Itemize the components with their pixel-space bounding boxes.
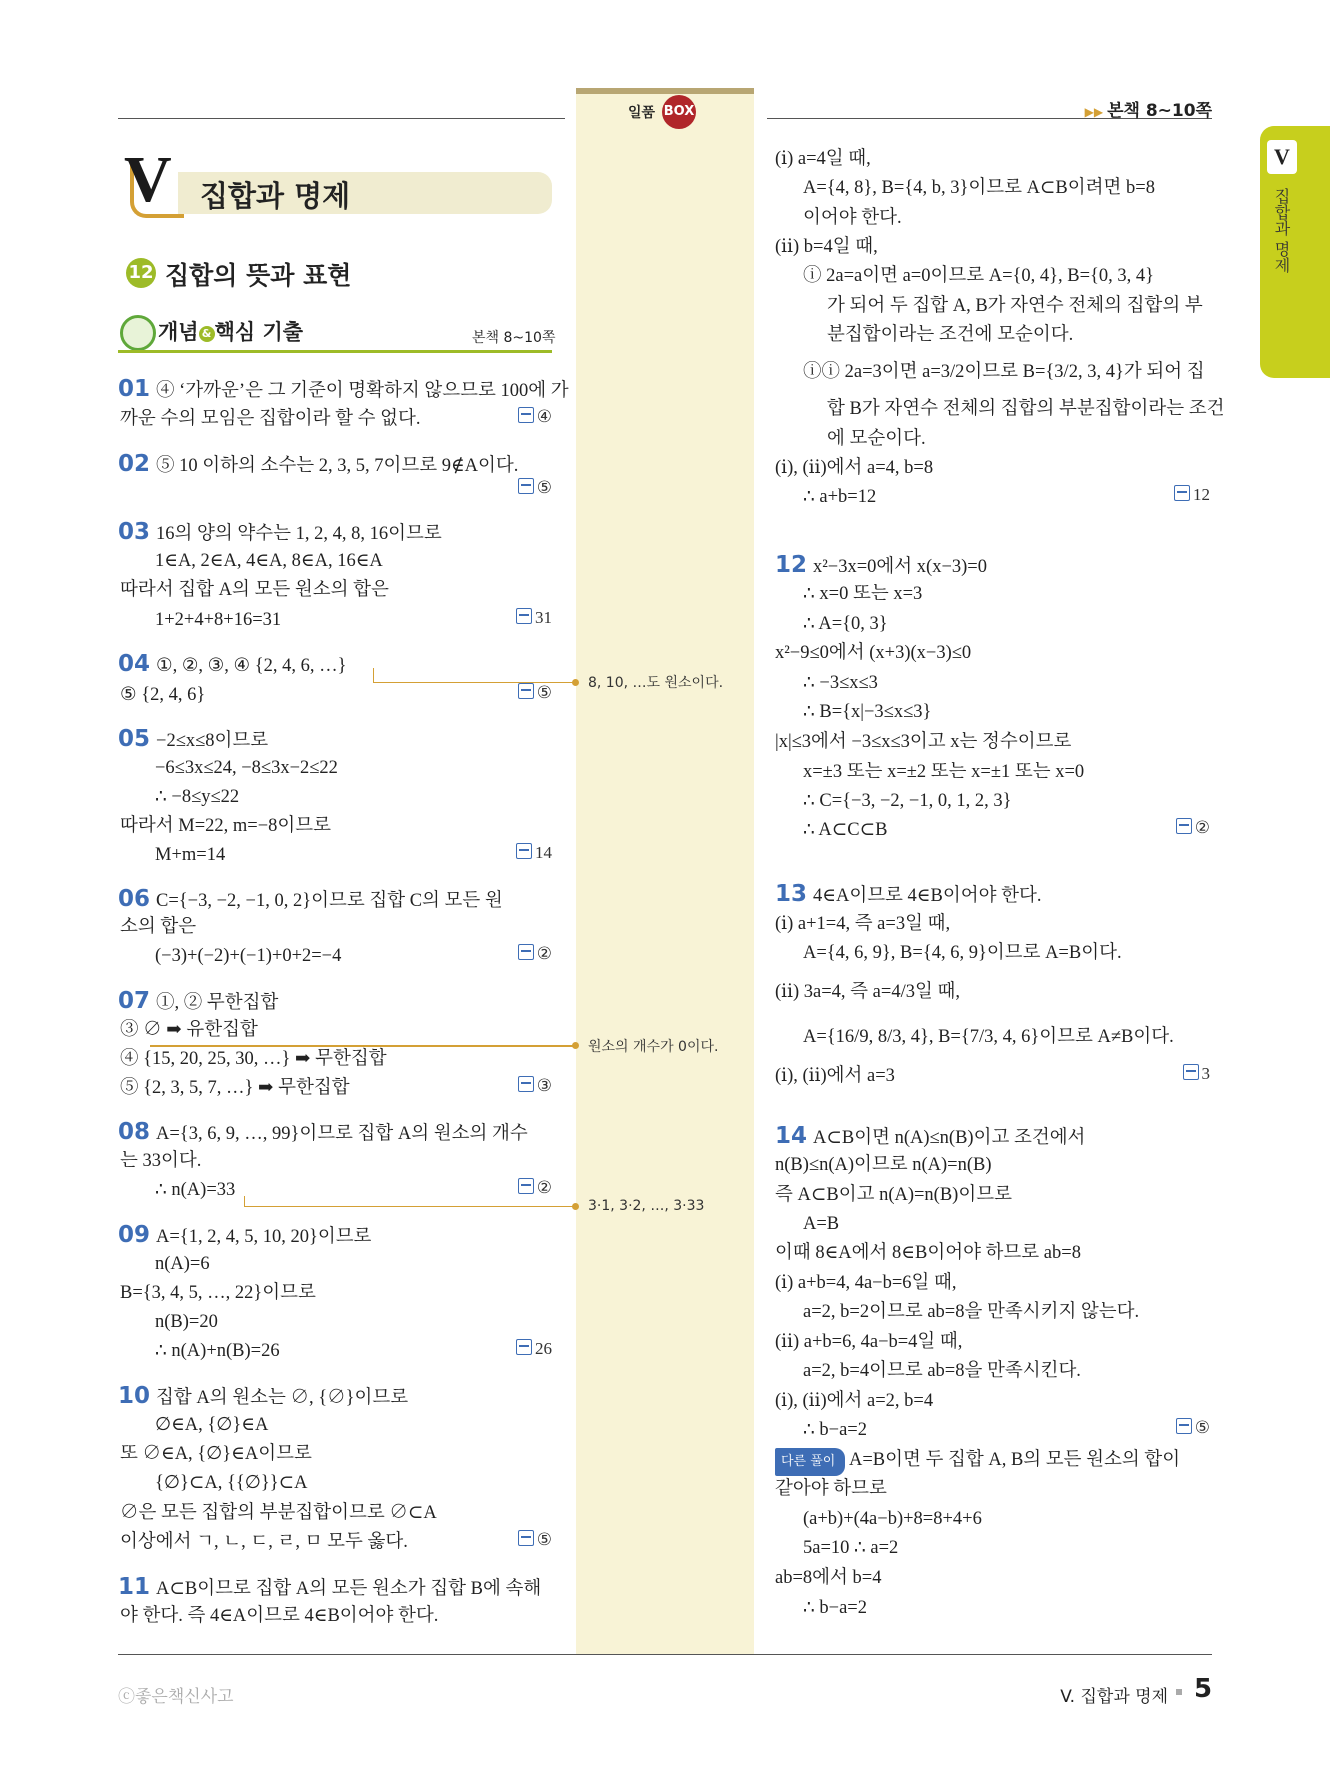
right-line — [803, 1596, 867, 1620]
footer-separator — [1176, 1689, 1182, 1695]
line-text: ∴ B={x|−3≤x≤3} — [803, 702, 932, 722]
answer-value: ⑤ — [1194, 1418, 1210, 1437]
right-line — [775, 1183, 1012, 1207]
header-center-label: 일품 — [628, 105, 656, 121]
problem-number: 12 — [775, 552, 808, 578]
right-line — [803, 1418, 867, 1442]
center-band-cap — [576, 88, 754, 94]
answer-icon — [518, 944, 534, 960]
answer-mark — [516, 1339, 552, 1359]
line-text: (ⅱ) 3a=4, 즉 a=4/3일 때, — [775, 982, 960, 1002]
right-line — [803, 671, 878, 695]
answer-icon — [518, 1178, 534, 1194]
answer-mark — [516, 608, 552, 628]
line-text: (ⅰ), (ⅱ)에서 a=4, b=8 — [775, 458, 934, 478]
answer-icon — [516, 608, 532, 624]
answer-mark — [516, 843, 552, 863]
answer-value: ② — [536, 1178, 552, 1197]
problem-number: 10 — [118, 1383, 151, 1409]
line-text: (ⅱ) a+b=6, 4a−b=4일 때, — [775, 1332, 963, 1352]
line-text: A={3, 6, 9, …, 99}이므로 집합 A의 원소의 개수 — [156, 1124, 528, 1144]
left-line — [118, 887, 503, 913]
left-line — [120, 1442, 312, 1466]
line-text: ∴ −8≤y≤22 — [155, 787, 240, 807]
right-line — [775, 1271, 957, 1295]
left-line — [120, 814, 331, 838]
line-text: ∴ x=0 또는 x=3 — [803, 584, 923, 604]
line-text: 이상에서 ㄱ, ㄴ, ㄷ, ㄹ, ㅁ 모두 옳다. — [120, 1532, 408, 1552]
answer-mark — [518, 1178, 552, 1198]
answer-value: ⑤ — [536, 478, 552, 497]
right-line — [803, 1212, 839, 1236]
right-line — [775, 235, 878, 259]
right-line — [803, 176, 1155, 200]
right-line — [803, 789, 1011, 813]
left-line — [155, 785, 239, 809]
header-rule-left — [118, 118, 565, 119]
left-line — [120, 1076, 350, 1100]
line-text: 5a=10 ∴ a=2 — [803, 1538, 899, 1558]
problem-number: 01 — [118, 376, 151, 402]
right-line — [803, 612, 888, 636]
ampersand-icon: & — [199, 326, 215, 342]
right-line — [803, 1025, 1174, 1049]
line-text: A=B이면 두 집합 A, B의 모든 원소의 합이 — [848, 1450, 1181, 1470]
line-text: ∴ A={0, 3} — [803, 614, 888, 634]
line-text: x²−9≤0에서 (x+3)(x−3)≤0 — [775, 643, 972, 663]
header-page-ref: ▶▶ 본책 8~10쪽 — [1084, 101, 1212, 121]
line-text: |x|≤3에서 −3≤x≤3이고 x는 정수이므로 — [775, 732, 1072, 752]
left-line — [155, 756, 338, 780]
answer-icon — [518, 1530, 534, 1546]
line-text: ∴ b−a=2 — [803, 1420, 867, 1440]
concept-underline — [118, 350, 552, 353]
concept-heading: 개념 & 핵심 기출 — [158, 320, 304, 344]
left-line — [118, 1120, 528, 1146]
right-line — [827, 397, 1225, 421]
line-text: 이어야 한다. — [803, 208, 902, 228]
chapter-title: 집합과 명제 — [200, 179, 351, 213]
problem-number: 03 — [118, 519, 151, 545]
line-text: C={−3, −2, −1, 0, 2}이므로 집합 C의 모든 원 — [156, 891, 503, 911]
left-line — [118, 727, 268, 753]
line-text: 가 되어 두 집합 A, B가 자연수 전체의 집합의 부 — [827, 296, 1203, 316]
answer-value: 12 — [1193, 485, 1210, 504]
line-text: −6≤3x≤24, −8≤3x−2≤22 — [155, 758, 338, 778]
left-line — [155, 549, 383, 573]
chapter-roman-numeral: V — [124, 143, 172, 216]
line-text: 4∈A이므로 4∈B이어야 한다. — [813, 886, 1042, 906]
problem-number: 02 — [118, 451, 151, 477]
answer-icon — [1176, 818, 1192, 834]
answer-mark — [1183, 1064, 1211, 1084]
side-tab-roman: V — [1267, 140, 1297, 174]
right-line — [775, 1477, 887, 1501]
footer-copyright: ⓒ좋은책신사고 — [118, 1687, 234, 1707]
problem-number: 09 — [118, 1222, 151, 1248]
alternative-solution-badge: 다른 풀이 — [775, 1448, 845, 1476]
left-line — [155, 1339, 280, 1363]
left-line — [120, 683, 205, 707]
line-text: ⑤ {2, 4, 6} — [120, 685, 206, 705]
right-line — [803, 206, 902, 230]
left-line — [120, 407, 420, 431]
callout-text-04: 8, 10, …도 원소이다. — [588, 675, 724, 691]
line-text: ∴ b−a=2 — [803, 1598, 867, 1618]
line-text: 분집합이라는 조건에 모순이다. — [827, 325, 1074, 345]
answer-mark — [518, 683, 552, 703]
line-text: a=2, b=2이므로 ab=8을 만족시키지 않는다. — [803, 1302, 1140, 1322]
section-number-badge: 12 — [126, 258, 156, 288]
line-text: ∴ n(A)=33 — [155, 1180, 236, 1200]
right-line — [775, 980, 960, 1004]
line-text: ⑤ {2, 3, 5, 7, …} ➡ 무한집합 — [120, 1078, 350, 1098]
line-text: 1+2+4+8+16=31 — [155, 610, 282, 630]
line-text: ④ {15, 20, 25, 30, …} ➡ 무한집합 — [120, 1049, 387, 1069]
callout-dot-07 — [572, 1042, 579, 1049]
left-line — [120, 1018, 258, 1042]
line-text: ∅은 모든 집합의 부분집합이므로 ∅⊂A — [120, 1503, 437, 1523]
right-line — [775, 147, 871, 171]
right-line — [803, 1300, 1139, 1324]
answer-icon — [1183, 1064, 1199, 1080]
right-line — [775, 1330, 962, 1354]
right-line — [775, 553, 987, 579]
right-line — [775, 456, 933, 480]
answer-mark — [518, 944, 552, 964]
line-text: (a+b)+(4a−b)+8=8+4+6 — [803, 1509, 982, 1529]
line-text: A={4, 8}, B={4, b, 3}이므로 A⊂B이려면 b=8 — [803, 178, 1155, 198]
right-line — [775, 730, 1071, 754]
right-line — [775, 1448, 1180, 1476]
line-text: (ⅰ) a+b=4, 4a−b=6일 때, — [775, 1273, 957, 1293]
answer-value: ③ — [536, 1076, 552, 1095]
line-text: ①, ② 무한집합 — [156, 993, 279, 1013]
center-margin-band — [576, 90, 754, 1655]
right-line — [775, 912, 950, 936]
left-line — [155, 608, 281, 632]
problem-number: 05 — [118, 726, 151, 752]
answer-value: 31 — [535, 608, 552, 627]
line-text: (ⅰ) a+1=4, 즉 a=3일 때, — [775, 914, 951, 934]
footer-rule — [118, 1654, 1212, 1655]
left-line — [155, 1413, 268, 1437]
double-arrow-icon: ▶▶ — [1084, 105, 1104, 119]
left-line — [118, 1384, 408, 1410]
callout-hook-08 — [244, 1196, 575, 1207]
section-title: 집합의 뜻과 표현 — [165, 261, 352, 290]
line-text: 야 한다. 즉 4∈A이므로 4∈B이어야 한다. — [120, 1606, 439, 1626]
problem-number: 14 — [775, 1123, 808, 1149]
footer-chapter: V. 집합과 명제 — [1060, 1687, 1168, 1707]
line-text: A={1, 2, 4, 5, 10, 20}이므로 — [156, 1227, 372, 1247]
right-line — [803, 1507, 982, 1531]
answer-mark — [518, 1076, 552, 1096]
line-text: 같아야 하므로 — [775, 1479, 887, 1499]
answer-icon — [1174, 485, 1190, 501]
line-text: ∴ n(A)+n(B)=26 — [155, 1341, 280, 1361]
line-text: ∴ C={−3, −2, −1, 0, 1, 2, 3} — [803, 791, 1012, 811]
left-line — [155, 1252, 210, 1276]
right-line — [775, 641, 971, 665]
answer-value: 3 — [1201, 1064, 1210, 1083]
left-line — [120, 578, 389, 602]
line-text: ∴ −3≤x≤3 — [803, 673, 878, 693]
left-line — [118, 989, 278, 1015]
right-line — [827, 294, 1203, 318]
problem-number: 08 — [118, 1119, 151, 1145]
line-text: B={3, 4, 5, …, 22}이므로 — [120, 1283, 316, 1303]
line-text: n(B)≤n(A)이므로 n(A)=n(B) — [775, 1155, 992, 1175]
answer-mark — [518, 1530, 552, 1550]
left-line — [118, 1223, 371, 1249]
line-text: 1∈A, 2∈A, 4∈A, 8∈A, 16∈A — [155, 551, 383, 571]
right-line — [775, 1566, 881, 1590]
right-line — [803, 360, 1205, 384]
right-line — [803, 700, 931, 724]
line-text: ⑤ 10 이하의 소수는 2, 3, 5, 7이므로 9∉A이다. — [156, 456, 519, 476]
left-line — [155, 1471, 307, 1495]
concept-logo-icon — [120, 315, 156, 351]
line-text: 는 33이다. — [120, 1151, 202, 1171]
right-line — [803, 264, 1154, 288]
line-text: ⓘ 2a=a이면 a=0이므로 A={0, 4}, B={0, 3, 4} — [803, 266, 1155, 286]
line-text: ①, ②, ③, ④ {2, 4, 6, …} — [156, 656, 347, 676]
answer-icon — [516, 843, 532, 859]
callout-dot-04 — [572, 679, 579, 686]
answer-icon — [518, 478, 534, 494]
left-line — [120, 1530, 408, 1554]
line-text: 에 모순이다. — [827, 429, 926, 449]
left-line — [120, 1149, 201, 1173]
problem-number: 04 — [118, 651, 151, 677]
left-line — [118, 377, 569, 403]
line-text: ∴ A⊂C⊂B — [803, 820, 888, 840]
line-text: A={4, 6, 9}, B={4, 6, 9}이므로 A=B이다. — [803, 943, 1122, 963]
left-line — [118, 520, 442, 546]
answer-mark — [518, 407, 552, 427]
line-text: (−3)+(−2)+(−1)+0+2=−4 — [155, 946, 342, 966]
line-text: ∴ a+b=12 — [803, 487, 877, 507]
right-line — [775, 1241, 1081, 1265]
right-line — [775, 1389, 933, 1413]
line-text: {∅}⊂A, {{∅}}⊂A — [155, 1473, 308, 1493]
left-line — [120, 915, 196, 939]
left-line — [120, 1047, 387, 1071]
right-line — [803, 760, 1084, 784]
line-text: (ⅰ), (ⅱ)에서 a=2, b=4 — [775, 1391, 934, 1411]
left-line — [155, 944, 341, 968]
line-text: 따라서 집합 A의 모든 원소의 합은 — [120, 580, 389, 600]
line-text: 따라서 M=22, m=−8이므로 — [120, 816, 331, 836]
answer-mark — [1174, 485, 1210, 505]
line-text: 집합 A의 원소는 ∅, {∅}이므로 — [156, 1388, 409, 1408]
left-line — [120, 1281, 316, 1305]
callout-dot-08 — [572, 1203, 579, 1210]
left-line — [118, 652, 347, 678]
line-text: A=B — [803, 1214, 840, 1234]
line-text: x=±3 또는 x=±2 또는 x=±1 또는 x=0 — [803, 762, 1085, 782]
line-text: 또 ∅∈A, {∅}∈A이므로 — [120, 1444, 312, 1464]
line-text: −2≤x≤8이므로 — [156, 731, 269, 751]
line-text: x²−3x=0에서 x(x−3)=0 — [813, 557, 987, 577]
answer-value: ⑤ — [536, 1530, 552, 1549]
line-text: n(A)=6 — [155, 1254, 210, 1274]
line-text: a=2, b=4이므로 ab=8을 만족시킨다. — [803, 1361, 1081, 1381]
line-text: (ⅰ), (ⅱ)에서 a=3 — [775, 1066, 895, 1086]
right-line — [803, 582, 922, 606]
right-line — [775, 1064, 895, 1088]
line-text: (ⅰ) a=4일 때, — [775, 149, 871, 169]
problem-number: 06 — [118, 886, 151, 912]
line-text: M+m=14 — [155, 845, 226, 865]
callout-hook-04 — [373, 668, 574, 683]
problem-number: 07 — [118, 988, 151, 1014]
right-line — [827, 323, 1073, 347]
line-text: A⊂B이므로 집합 A의 모든 원소가 집합 B에 속해 — [156, 1579, 542, 1599]
box-badge: BOX — [662, 95, 696, 129]
problem-number: 13 — [775, 881, 808, 907]
line-text: (ⅱ) b=4일 때, — [775, 237, 878, 257]
line-text: ab=8에서 b=4 — [775, 1568, 882, 1588]
answer-value: ② — [1194, 818, 1210, 837]
line-text: 까운 수의 모임은 집합이라 할 수 없다. — [120, 409, 421, 429]
concept-page-ref: 본책 8~10쪽 — [472, 330, 556, 346]
answer-mark — [1176, 818, 1210, 838]
problem-number: 11 — [118, 1574, 151, 1600]
right-line — [803, 485, 876, 509]
answer-value: ④ — [536, 407, 552, 426]
answer-mark — [1176, 1418, 1210, 1438]
callout-text-07: 원소의 개수가 0이다. — [588, 1039, 719, 1055]
left-line — [155, 843, 225, 867]
line-text: ⓘⓘ 2a=3이면 a=3/2이므로 B={3/2, 3, 4}가 되어 집 — [803, 362, 1205, 382]
answer-icon — [518, 683, 534, 699]
right-line — [803, 941, 1122, 965]
right-line — [827, 427, 926, 451]
left-line — [118, 452, 518, 478]
line-text: ∅∈A, {∅}∈A — [155, 1415, 269, 1435]
right-line — [775, 1124, 1085, 1150]
right-line — [803, 1536, 898, 1560]
callout-line-07 — [150, 1045, 574, 1047]
answer-value: ② — [536, 944, 552, 963]
side-tab-label: 집합과 명제 — [1272, 188, 1291, 274]
line-text: 이때 8∈A에서 8∈B이어야 하므로 ab=8 — [775, 1243, 1081, 1263]
right-line — [803, 818, 887, 842]
answer-icon — [516, 1339, 532, 1355]
line-text: 즉 A⊂B이고 n(A)=n(B)이므로 — [775, 1185, 1012, 1205]
left-line — [155, 1178, 235, 1202]
right-line — [775, 1153, 992, 1177]
line-text: ③ ∅ ➡ 유한집합 — [120, 1020, 258, 1040]
left-line — [118, 1575, 541, 1601]
right-line — [775, 882, 1041, 908]
right-line — [803, 1359, 1081, 1383]
callout-text-08: 3·1, 3·2, …, 3·33 — [588, 1198, 705, 1214]
line-text: n(B)=20 — [155, 1312, 218, 1332]
answer-icon — [518, 1076, 534, 1092]
answer-mark — [518, 478, 552, 498]
left-line — [155, 1310, 218, 1334]
answer-value: 14 — [535, 843, 552, 862]
page-number: 5 — [1194, 1674, 1213, 1704]
left-line — [120, 1501, 437, 1525]
line-text: 합 B가 자연수 전체의 집합의 부분집합이라는 조건 — [827, 399, 1225, 419]
answer-value: ⑤ — [536, 683, 552, 702]
answer-icon — [518, 407, 534, 423]
line-text: A={16/9, 8/3, 4}, B={7/3, 4, 6}이므로 A≠B이다. — [803, 1027, 1174, 1047]
left-line — [120, 1604, 438, 1628]
answer-value: 26 — [535, 1339, 552, 1358]
line-text: 소의 합은 — [120, 917, 197, 937]
line-text: 16의 양의 약수는 1, 2, 4, 8, 16이므로 — [156, 524, 442, 544]
line-text: A⊂B이면 n(A)≤n(B)이고 조건에서 — [813, 1128, 1086, 1148]
line-text: ④ ‘가까운’은 그 기준이 명확하지 않으므로 100에 가 — [156, 381, 569, 401]
answer-icon — [1176, 1418, 1192, 1434]
